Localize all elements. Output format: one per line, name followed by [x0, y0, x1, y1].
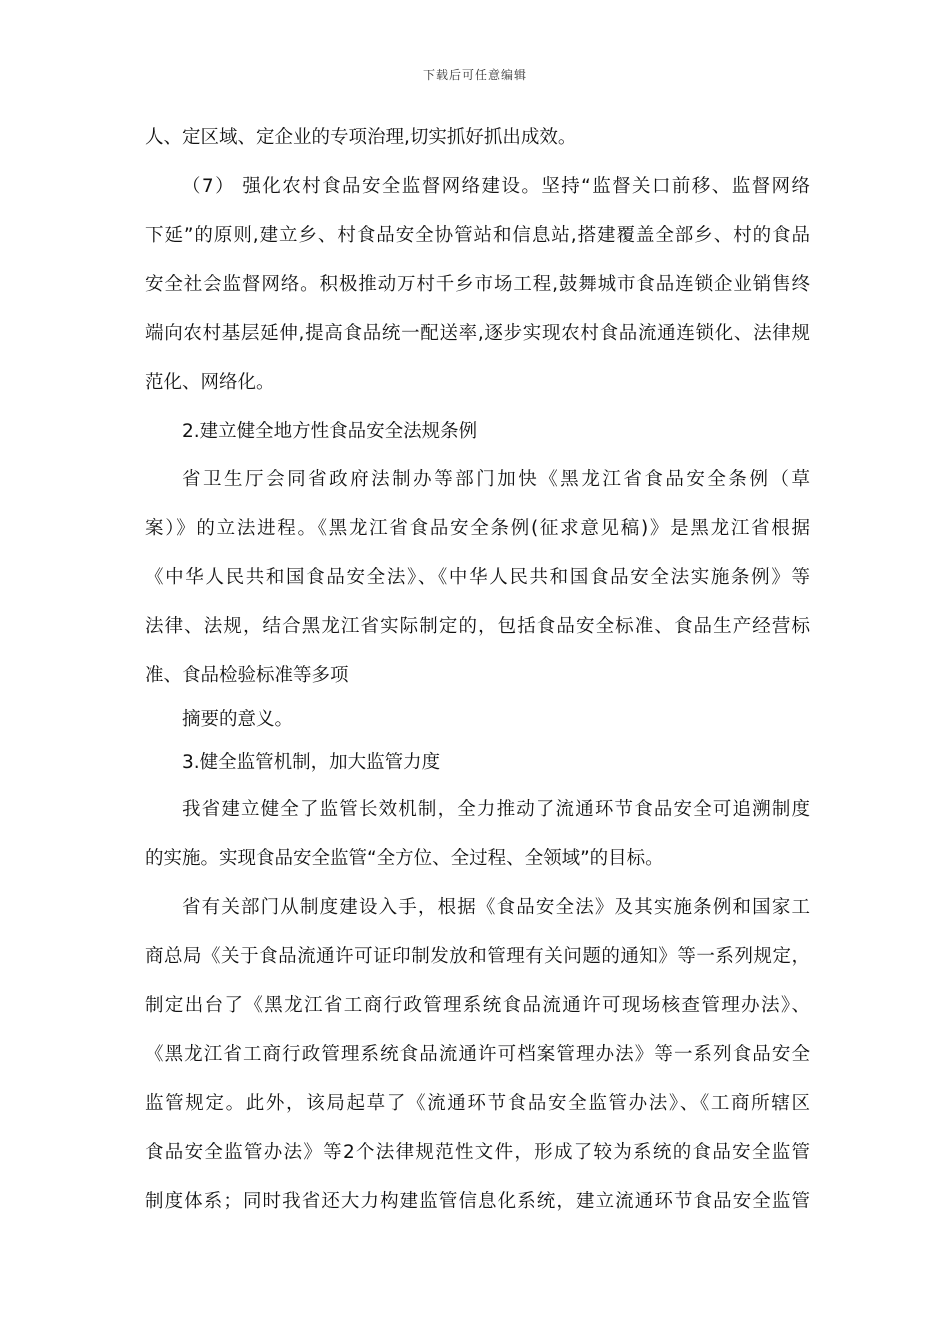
paragraph-line: （7） 强化农村食品安全监督网络建设。坚持“监督关口前移、监督网络 — [182, 176, 810, 197]
paragraph-line: 制度体系；同时我省还大力构建监管信息化系统，建立流通环节食品安全监管 — [145, 1191, 810, 1212]
page-header: 下载后可任意编辑 — [422, 68, 527, 82]
paragraph-line: 省有关部门从制度建设入手，根据《食品安全法》及其实施条例和国家工 — [182, 897, 810, 918]
paragraph-line: 省卫生厅会同省政府法制办等部门加快《黑龙江省食品安全条例（草 — [182, 469, 810, 490]
paragraph-line: 端向农村基层延伸,提高食品统一配送率,逐步实现农村食品流通连锁化、法律规 — [145, 323, 810, 344]
paragraph-line: 制定出台了《黑龙江省工商行政管理系统食品流通许可现场核查管理办法》、 — [145, 995, 810, 1016]
paragraph-line: 摘要的意义。 — [182, 709, 294, 730]
paragraph-line: 安全社会监督网络。积极推动万村千乡市场工程,鼓舞城市食品连锁企业销售终 — [145, 274, 810, 295]
document-body — [145, 120, 810, 1233]
paragraph-line: 监管规定。此外，该局起草了《流通环节食品安全监管办法》、《工商所辖区 — [145, 1093, 810, 1114]
paragraph-line: 范化、网络化。 — [145, 372, 275, 393]
paragraph-line: 人、定区域、定企业的专项治理,切实抓好抓出成效。 — [145, 127, 577, 148]
section-heading: 3.健全监管机制，加大监管力度 — [182, 752, 441, 773]
paragraph-line: 的实施。实现食品安全监管“全方位、全过程、全领域”的目标。 — [145, 848, 664, 869]
paragraph-line: 我省建立健全了监管长效机制，全力推动了流通环节食品安全可追溯制度 — [182, 799, 810, 820]
paragraph-line: 案）》的立法进程。《黑龙江省食品安全条例(征求意见稿)》是黑龙江省根据 — [145, 518, 810, 539]
paragraph-line: 商总局《关于食品流通许可证印制发放和管理有关问题的通知》等一系列规定， — [145, 946, 810, 967]
paragraph-line: 《黑龙江省工商行政管理系统食品流通许可档案管理办法》等一系列食品安全 — [145, 1044, 810, 1065]
paragraph-line: 《中华人民共和国食品安全法》、《中华人民共和国食品安全法实施条例》等 — [145, 567, 810, 588]
paragraph-line: 准、食品检验标准等多项 — [145, 665, 349, 686]
paragraph-line: 下延”的原则,建立乡、村食品安全协管站和信息站,搭建覆盖全部乡、村的食品 — [145, 225, 810, 246]
paragraph-line: 食品安全监管办法》等2个法律规范性文件，形成了较为系统的食品安全监管 — [145, 1142, 810, 1163]
paragraph-line: 法律、法规，结合黑龙江省实际制定的，包括食品安全标准、食品生产经营标 — [145, 616, 810, 637]
section-heading: 2.建立健全地方性食品安全法规条例 — [182, 421, 478, 442]
